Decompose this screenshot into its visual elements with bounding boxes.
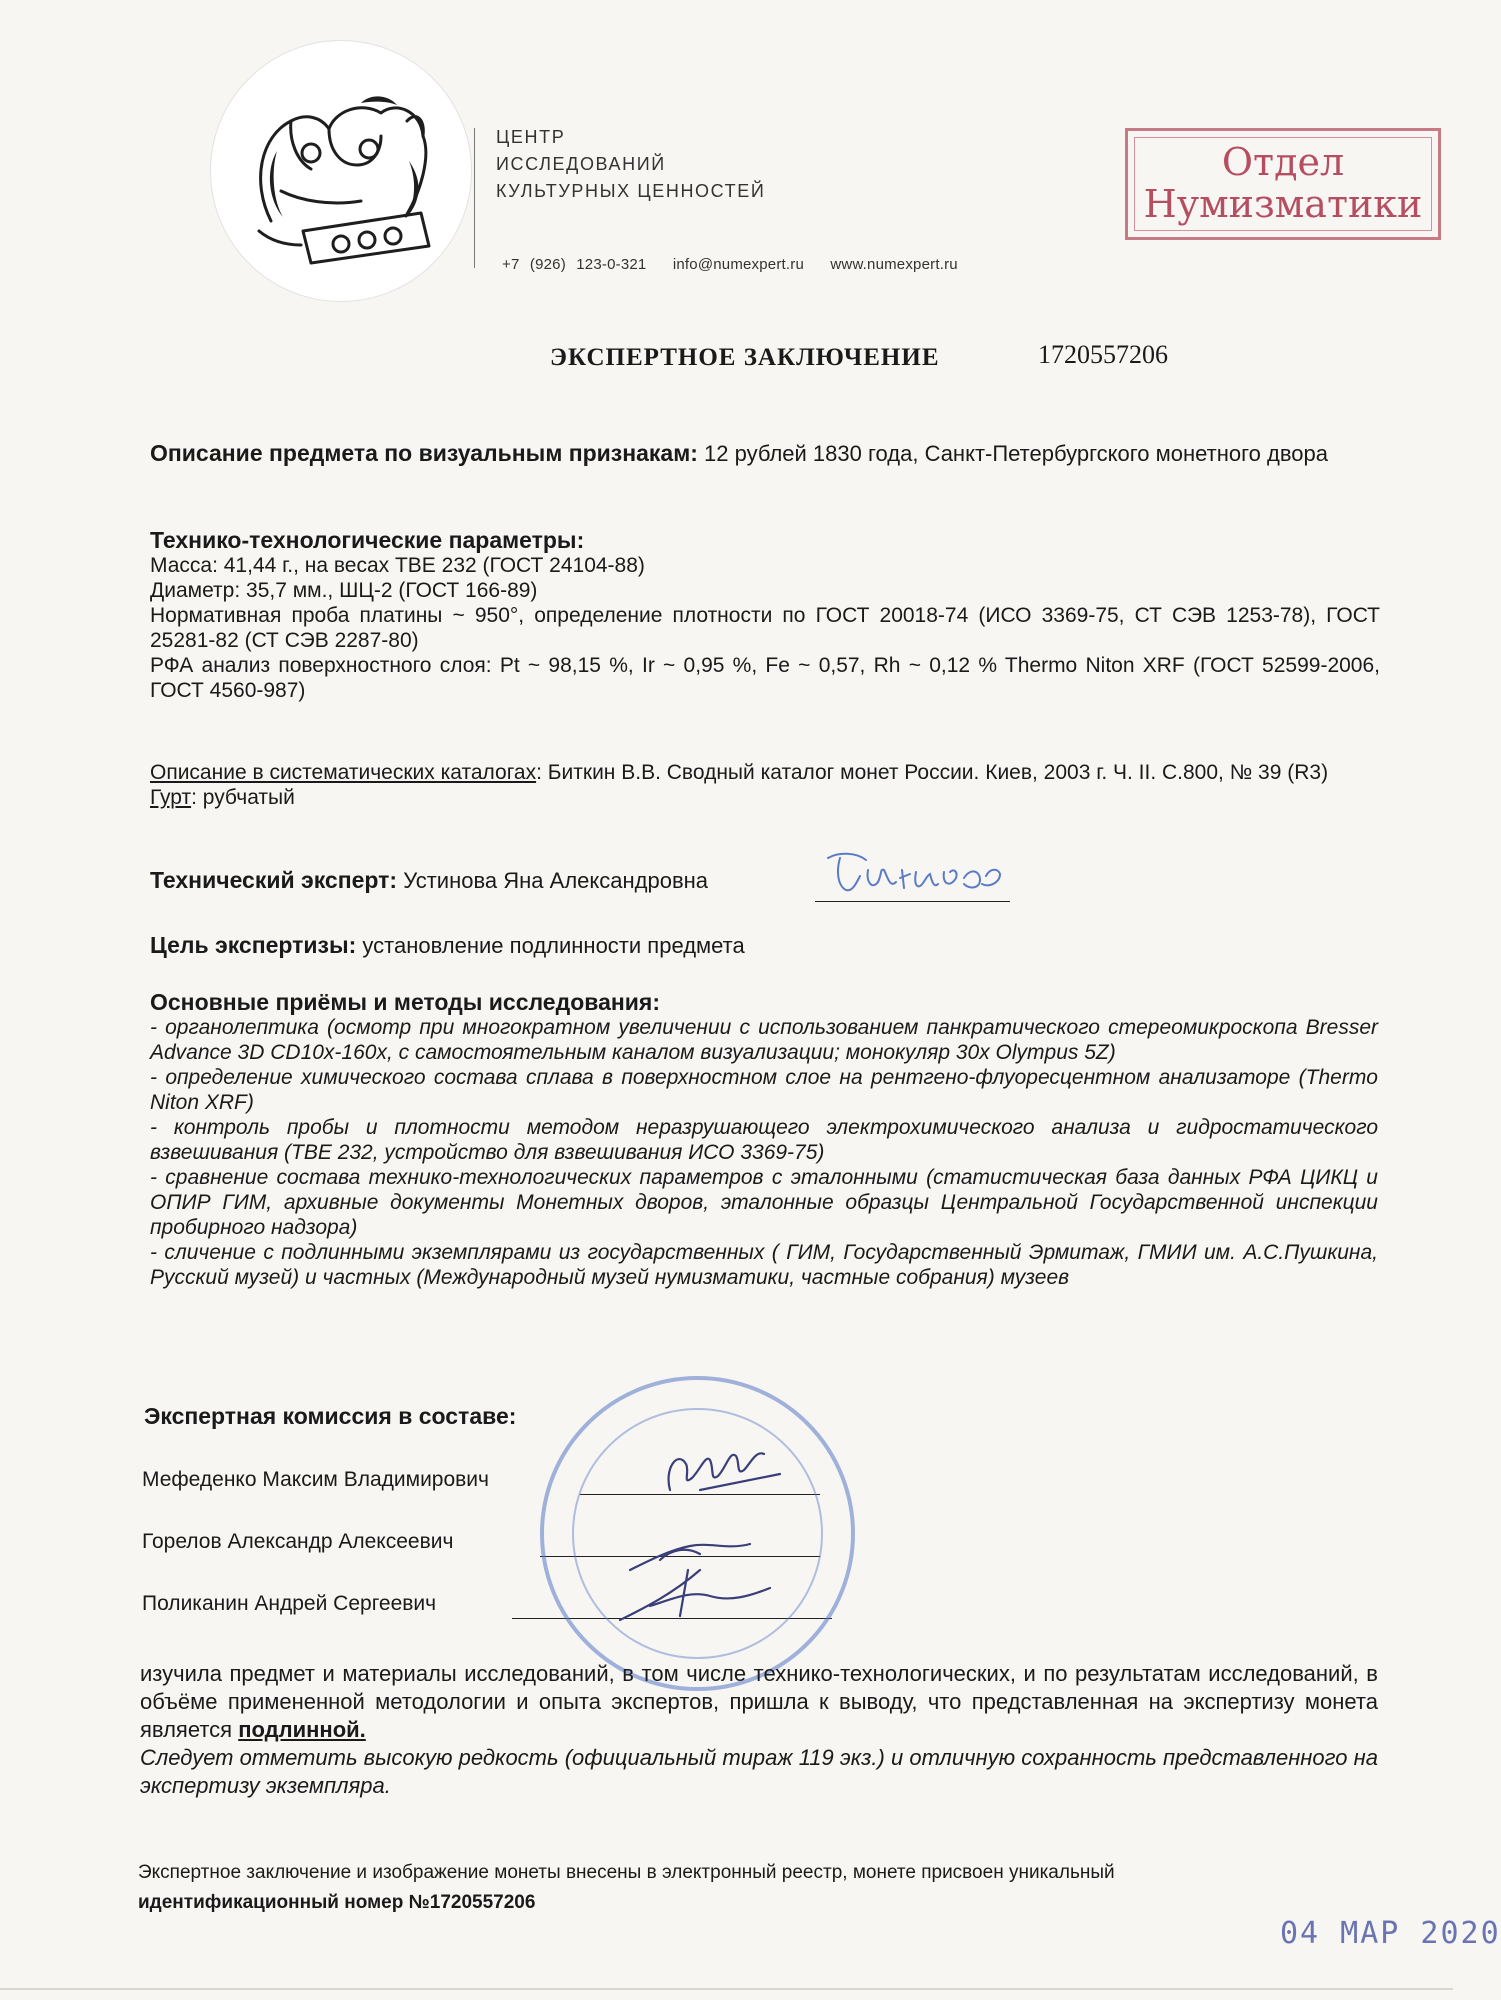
header-divider [474,128,475,268]
method-item: - сравнение состава технико-технологических параметров с эталонными (статистическая база данных РФА ЦИКЦ и ОПИР ГИМ, архивные документы Монетных дворов, эталонные образцы Центральной Государственной инспекции пробирного надзора) [150,1166,1378,1239]
rarity-note: Следует отметить высокую редкость (официальный тираж 119 экз.) и отличную сохранность представленного на экспертизу экземпляра. [140,1745,1378,1798]
method-item: - органолептика (осмотр при многократном увеличении с использованием панкратического стереомикроскопа Bresser Advance 3D CD10x-160x, с самостоятельным каналом визуализации; монокуляр 30x Olympus 5Z) [150,1016,1378,1064]
catalog-section [150,760,1380,810]
goal-label: Цель экспертизы: [150,932,357,958]
conclusion [140,1660,1378,1800]
item-description [150,440,1380,467]
commission-member: Горелов Александр Алексеевич [142,1530,454,1553]
technical-heading: Технико-технологические параметры: [150,527,585,553]
fineness-line: Нормативная проба платины ~ 950°, определение плотности по ГОСТ 20018-74 (ИСО 3369-75, СТ СЭВ 1253-78), ГОСТ 25281-82 (СТ СЭВ 2287-80) [150,604,1380,652]
method-item: - определение химического состава сплава в поверхностном слое на рентгено-флуоресцентном анализаторе (Thermo Niton XRF) [150,1066,1378,1114]
catalog-label: Описание в систематических каталогах [150,761,537,784]
expert-signature-icon [820,848,1010,900]
technical-parameters [150,528,1380,703]
footer-line-2: идентификационный номер №1720557206 [138,1892,536,1913]
method-item: - контроль пробы и плотности методом неразрушающего электрохимического анализа и гидростатического взвешивания (ТВЕ 232, устройство для взвешивания ИСО 3369-75) [150,1116,1378,1164]
document-title: ЭКСПЕРТНОЕ ЗАКЛЮЧЕНИЕ [550,344,940,371]
logo-illustration-icon [211,41,471,301]
website-address: www.numexpert.ru [830,256,958,273]
expert-signature-line [815,901,1010,902]
org-name-line-1: ЦЕНТР [496,127,566,147]
registry-footer [138,1858,1378,1918]
stamp-line-1: Отдел [1221,140,1345,184]
contact-line [502,256,974,273]
date-stamp: 04 МАР 2020 [1280,1916,1501,1951]
department-stamp [1125,128,1441,240]
commission-signatures-icon [560,1420,820,1650]
document-number: 1720557206 [1038,340,1168,369]
phone-number: +7 (926) 123-0-321 [502,256,647,273]
logo-emblem [210,40,472,302]
research-methods [150,990,1378,1290]
catalog-line [150,760,1380,785]
methods-heading: Основные приёмы и методы исследования: [150,989,660,1015]
organization-name [496,124,765,205]
org-name-line-2: ИССЛЕДОВАНИЙ [496,154,666,174]
method-item: - сличение с подлинными экземплярами из государственных ( ГИМ, Государственный Эрмитаж, ГМИИ им. А.С.Пушкина, Русский музей) и частных (Международный музей нумизматики, частные собрания) музеев [150,1241,1378,1289]
verdict: подлинной. [238,1717,366,1742]
goal-value: установление подлинности предмета [362,933,745,958]
scan-edge [0,1988,1453,1990]
email-address: info@numexpert.ru [672,256,805,273]
diameter-line: Диаметр: 35,7 мм., ШЦ-2 (ГОСТ 166-89) [150,579,538,602]
expertise-goal [150,933,1380,958]
edge-label: Гурт [150,786,192,809]
stamp-line-2: Нумизматики [1143,182,1423,226]
xrf-line: РФА анализ поверхностного слоя: Pt ~ 98,15 %, Ir ~ 0,95 %, Fe ~ 0,57, Rh ~ 0,12 % Thermo Niton XRF (ГОСТ 52599-2006, ГОСТ 4560-987) [150,654,1380,702]
expert-label: Технический эксперт: [150,867,398,893]
mass-line: Масса: 41,44 г., на весах ТВЕ 232 (ГОСТ 24104-88) [150,554,645,577]
catalog-value: : Биткин В.В. Сводный каталог монет России. Киев, 2003 г. Ч. II. С.800, № 39 (R3) [536,761,1329,784]
commission-member: Мефеденко Максим Владимирович [142,1468,489,1491]
commission-member: Поликанин Андрей Сергеевич [142,1592,437,1615]
org-name-line-3: КУЛЬТУРНЫХ ЦЕННОСТЕЙ [496,181,766,201]
commission-heading: Экспертная комиссия в составе: [144,1403,517,1429]
description-value: 12 рублей 1830 года, Санкт-Петербургского монетного двора [704,441,1328,466]
edge-value: : рубчатый [191,786,295,809]
footer-line-1: Экспертное заключение и изображение монеты внесены в электронный реестр, монете присвоен уникальный [138,1862,1115,1883]
conclusion-text: изучила предмет и материалы исследований, в том числе технико-технологических, и по результатам исследований, в объёме примененной методологии и опыта экспертов, пришла к выводу, что представленная на экспертизу монета является [140,1661,1378,1742]
description-label: Описание предмета по визуальным признакам: [150,440,698,466]
edge-line [150,785,1380,810]
expert-name: Устинова Яна Александровна [403,868,709,893]
